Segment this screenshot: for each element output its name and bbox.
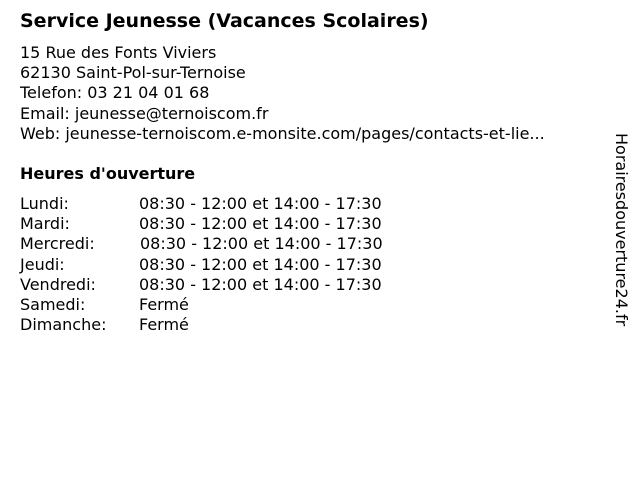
day-hours: Fermé [139,315,189,335]
day-hours: 08:30 - 12:00 et 14:00 - 17:30 [139,194,382,213]
street-address: 15 Rue des Fonts Viviers [20,43,217,62]
day-label: Mardi: [20,214,70,234]
day-hours: 08:30 - 12:00 et 14:00 - 17:30 [139,214,382,234]
email-address: Email: jeunesse@ternoiscom.fr [20,103,269,123]
day-label: Samedi: [20,294,86,314]
day-label: Lundi: [20,194,69,213]
page-title: Service Jeunesse (Vacances Scolaires) [20,10,429,32]
phone-number: Telefon: 03 21 04 01 68 [20,83,210,103]
day-hours: Fermé [139,294,189,314]
day-hours: 08:30 - 12:00 et 14:00 - 17:30 [139,254,382,274]
day-label: Dimanche: [20,315,107,335]
day-label: Mercredi: [20,234,95,254]
day-hours: 08:30 - 12:00 et 14:00 - 17:30 [139,274,382,294]
site-watermark: Horairesdouverture24.fr [612,133,631,327]
hours-heading: Heures d'ouverture [20,164,196,183]
day-label: Jeudi: [20,254,65,274]
day-hours: 08:30 - 12:00 et 14:00 - 17:30 [140,234,383,254]
website-url: Web: jeunesse-ternoiscom.e-monsite.com/pages/contacts-et-lie... [20,123,545,143]
city-address: 62130 Saint-Pol-sur-Ternoise [20,63,246,83]
day-label: Vendredi: [20,274,96,294]
address-block [20,43,545,144]
